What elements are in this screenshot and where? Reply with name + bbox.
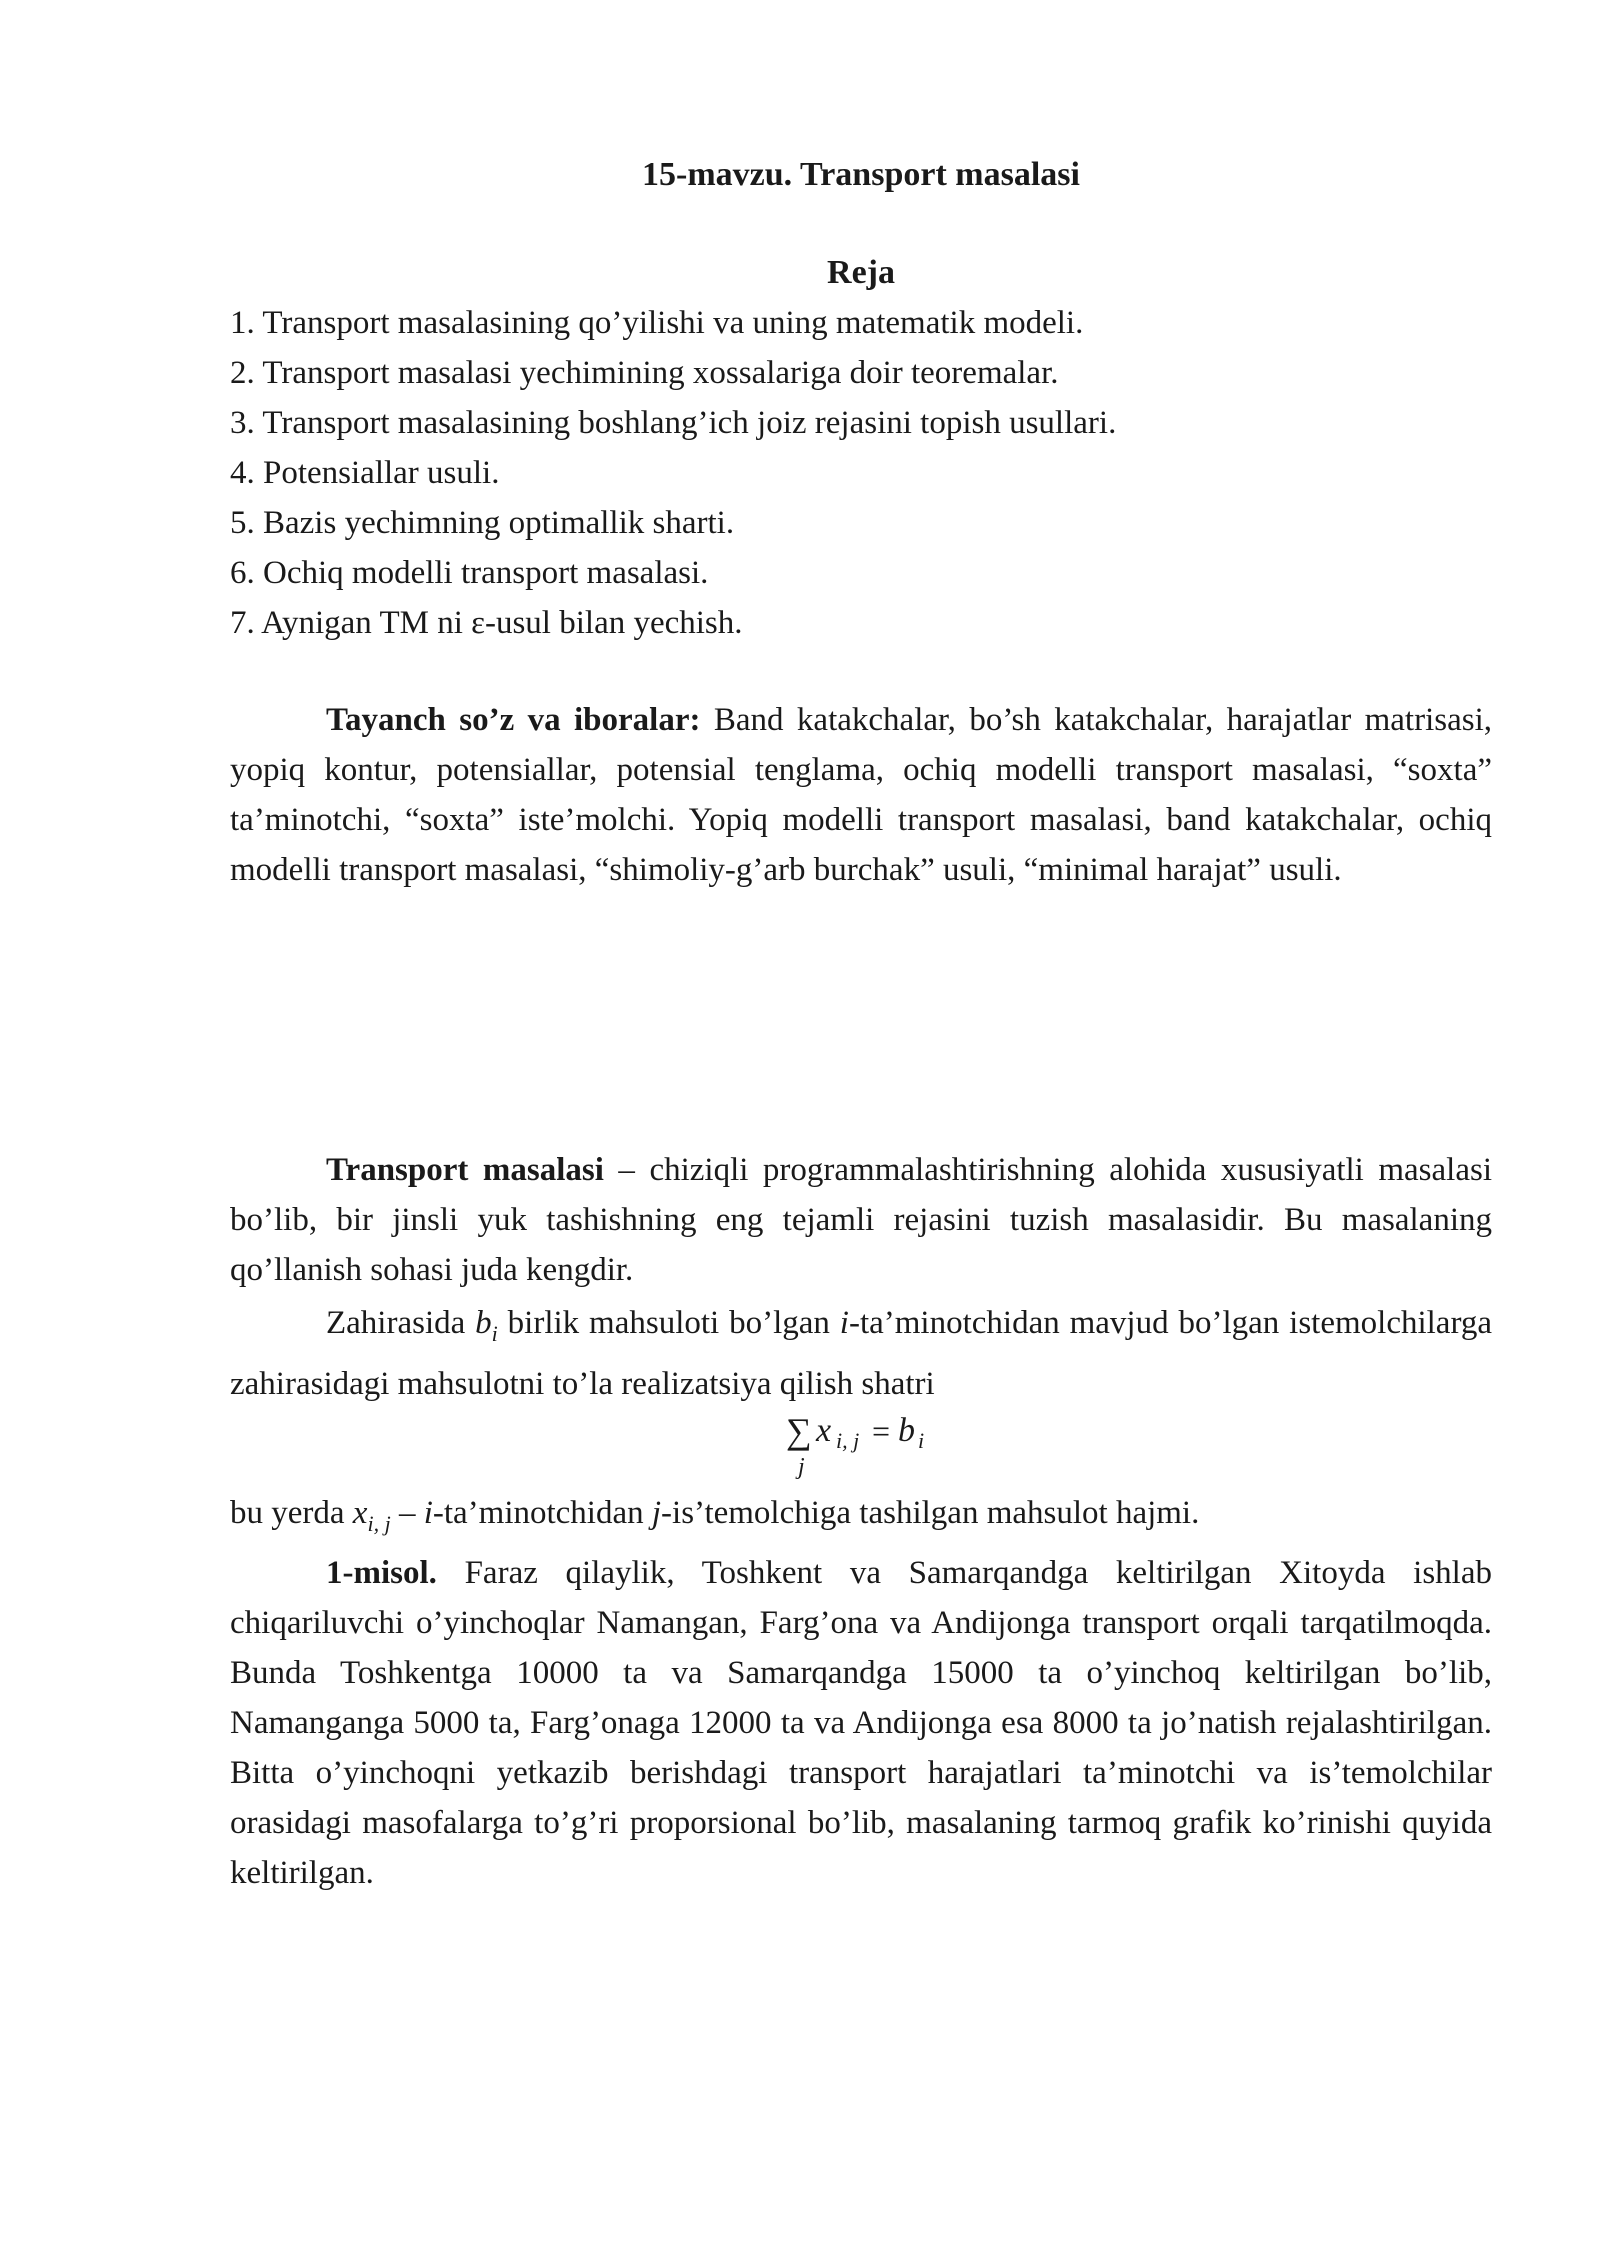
formula-body: [786, 1408, 936, 1488]
definition-term: Transport masalasi: [326, 1152, 604, 1188]
supply-text-3: -ta’minotchidan mavjud bo’lgan istemolchilarga zahirasidagi mahsulotni to’la realizatsiya qilish shatri: [230, 1305, 1492, 1402]
plan-item: 4. Potensiallar usuli.: [230, 455, 500, 491]
var-x: x: [352, 1495, 368, 1531]
var-i: i: [839, 1305, 849, 1341]
definition-text: – chiziqli programmalashtirishning alohida xususiyatli masalasi bo’lib, bir jinsli yuk tashishning eng tejamli rejasini tuzish masalasidir. Bu masalaning qo’llanish sohasi juda kengdir.: [230, 1152, 1492, 1288]
explanation-text-1: bu yerda: [230, 1495, 353, 1531]
var-b-sub: i: [491, 1321, 498, 1346]
plan-item: 7. Aynigan TM ni ε-usul bilan yechish.: [230, 605, 743, 641]
supply-text-1: Zahirasida: [326, 1305, 476, 1341]
example-text: Faraz qilaylik, Toshkent va Samarqandga keltirilgan Xitoyda ishlab chiqariluvchi o’yinchoqlar Namangan, Farg’ona va Andijonga transport orqali tarqatilmoqda. Bunda Toshkentga 10000 ta va Samarqandga 15000 ta o’yinchoq keltirilgan bo’lib, Namanganga 5000 ta, Farg’onaga 12000 ta va Andijonga esa 8000 ta jo’natish rejalashtirilgan. Bitta o’yinchoqni yetkazib berishdagi transport harajatlari ta’minotchi va is’temolchilar orasidagi masofalarga to’g’ri proporsional bo’lib, masalaning tarmoq grafik ko’rinishi quyida keltirilgan.: [230, 1555, 1492, 1891]
example-label: 1-misol.: [326, 1555, 437, 1591]
formula-x-sub: i, j: [836, 1428, 860, 1453]
plan-item: 2. Transport masalasi yechimining xossalariga doir teoremalar.: [230, 355, 1059, 391]
plan-item: 5. Bazis yechimning optimallik sharti.: [230, 505, 735, 541]
definition-paragraph: [230, 1145, 1492, 1295]
var-b: b: [475, 1305, 492, 1341]
page-title: 15-mavzu. Transport masalasi: [642, 156, 1080, 193]
keywords-text: Band katakchalar, bo’sh katakchalar, harajatlar matrisasi, yopiq kontur, potensiallar, potensial tenglama, ochiq modelli transport masalasi, “soxta” ta’minotchi, “soxta” iste’molchi. Yopiq modelli transport masalasi, band katakchalar, ochiq modelli transport masalasi, “shimoliy-g’arb burchak” usuli, “minimal harajat” usuli.: [230, 702, 1492, 888]
var-i-2: i: [423, 1495, 433, 1531]
explanation-text-3: -is’temolchiga tashilgan mahsulot hajmi.: [661, 1495, 1200, 1531]
plan-list: [230, 298, 1492, 648]
plan-item: 1. Transport masalasining qo’yilishi va uning matematik modeli.: [230, 305, 1084, 341]
keywords-paragraph: [230, 695, 1492, 895]
sum-formula: [230, 1408, 1492, 1488]
var-j: j: [651, 1495, 662, 1531]
plan-item: 6. Ochiq modelli transport masalasi.: [230, 555, 709, 591]
formula-b: b: [898, 1412, 915, 1449]
explanation-dash: –: [390, 1495, 424, 1531]
formula-b-sub: i: [918, 1428, 925, 1453]
formula-x: x: [816, 1412, 832, 1449]
supply-paragraph: [230, 1298, 1492, 1409]
variable-explanation: [230, 1488, 1492, 1549]
explanation-text-2: -ta’minotchidan: [432, 1495, 652, 1531]
plan-heading: Reja: [827, 254, 895, 291]
var-x-sub: i, j: [367, 1511, 391, 1536]
plan-item: 3. Transport masalasining boshlang’ich joiz rejasini topish usullari.: [230, 405, 1117, 441]
sum-index: j: [798, 1454, 805, 1480]
example-paragraph: [230, 1548, 1492, 1898]
sigma-symbol: ∑: [786, 1411, 812, 1451]
keywords-label: Tayanch so’z va iboralar:: [326, 702, 701, 738]
supply-text-2: birlik mahsuloti bo’lgan: [497, 1305, 840, 1341]
formula-equals: =: [872, 1413, 891, 1449]
